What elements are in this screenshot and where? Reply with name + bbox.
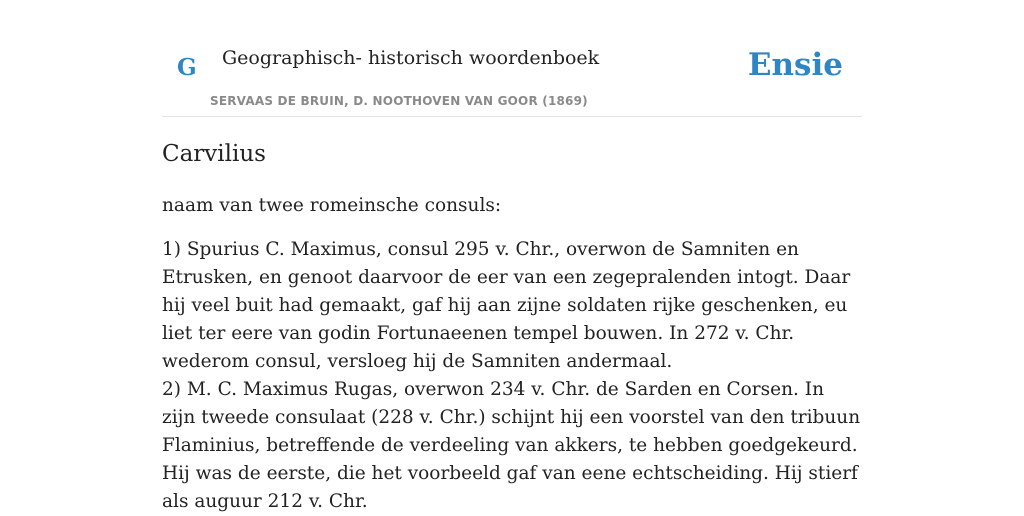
- page-header: [162, 0, 862, 117]
- book-letter-icon[interactable]: G: [177, 54, 197, 81]
- book-title-link[interactable]: Geographisch- historisch woordenboek: [222, 47, 600, 69]
- entry-intro: naam van twee romeinsche consuls:: [162, 195, 502, 216]
- ensie-logo-link[interactable]: Ensie: [747, 47, 843, 83]
- entry-body: [162, 236, 862, 516]
- book-authors: SERVAAS DE BRUIN, D. NOOTHOVEN VAN GOOR (1869): [210, 94, 588, 108]
- entry-paragraph-1: 1) Spurius C. Maximus, consul 295 v. Chr., overwon de Samniten en Etrusken, en genoot daarvoor de eer van een zegepralenden intogt. Daar hij veel buit had gemaakt, gaf hij aan zijne soldaten rijke geschenken, eu liet ter eere van godin Fortunaeenen tempel bouwen. In 272 v. Chr. wederom consul, versloeg hij de Samniten andermaal.: [162, 239, 851, 372]
- entry-headword: Carvilius: [162, 141, 266, 167]
- entry-article: [162, 138, 862, 516]
- entry-paragraph-2: 2) M. C. Maximus Rugas, overwon 234 v. Chr. de Sarden en Corsen. In zijn tweede consulaat (228 v. Chr.) schijnt hij een voorstel van den tribuun Flaminius, betreffende de verdeeling van akkers, te hebben goedgekeurd. Hij was de eerste, die het voorbeeld gaf van eene echtscheiding. Hij stierf als auguur 212 v. Chr.: [162, 379, 861, 512]
